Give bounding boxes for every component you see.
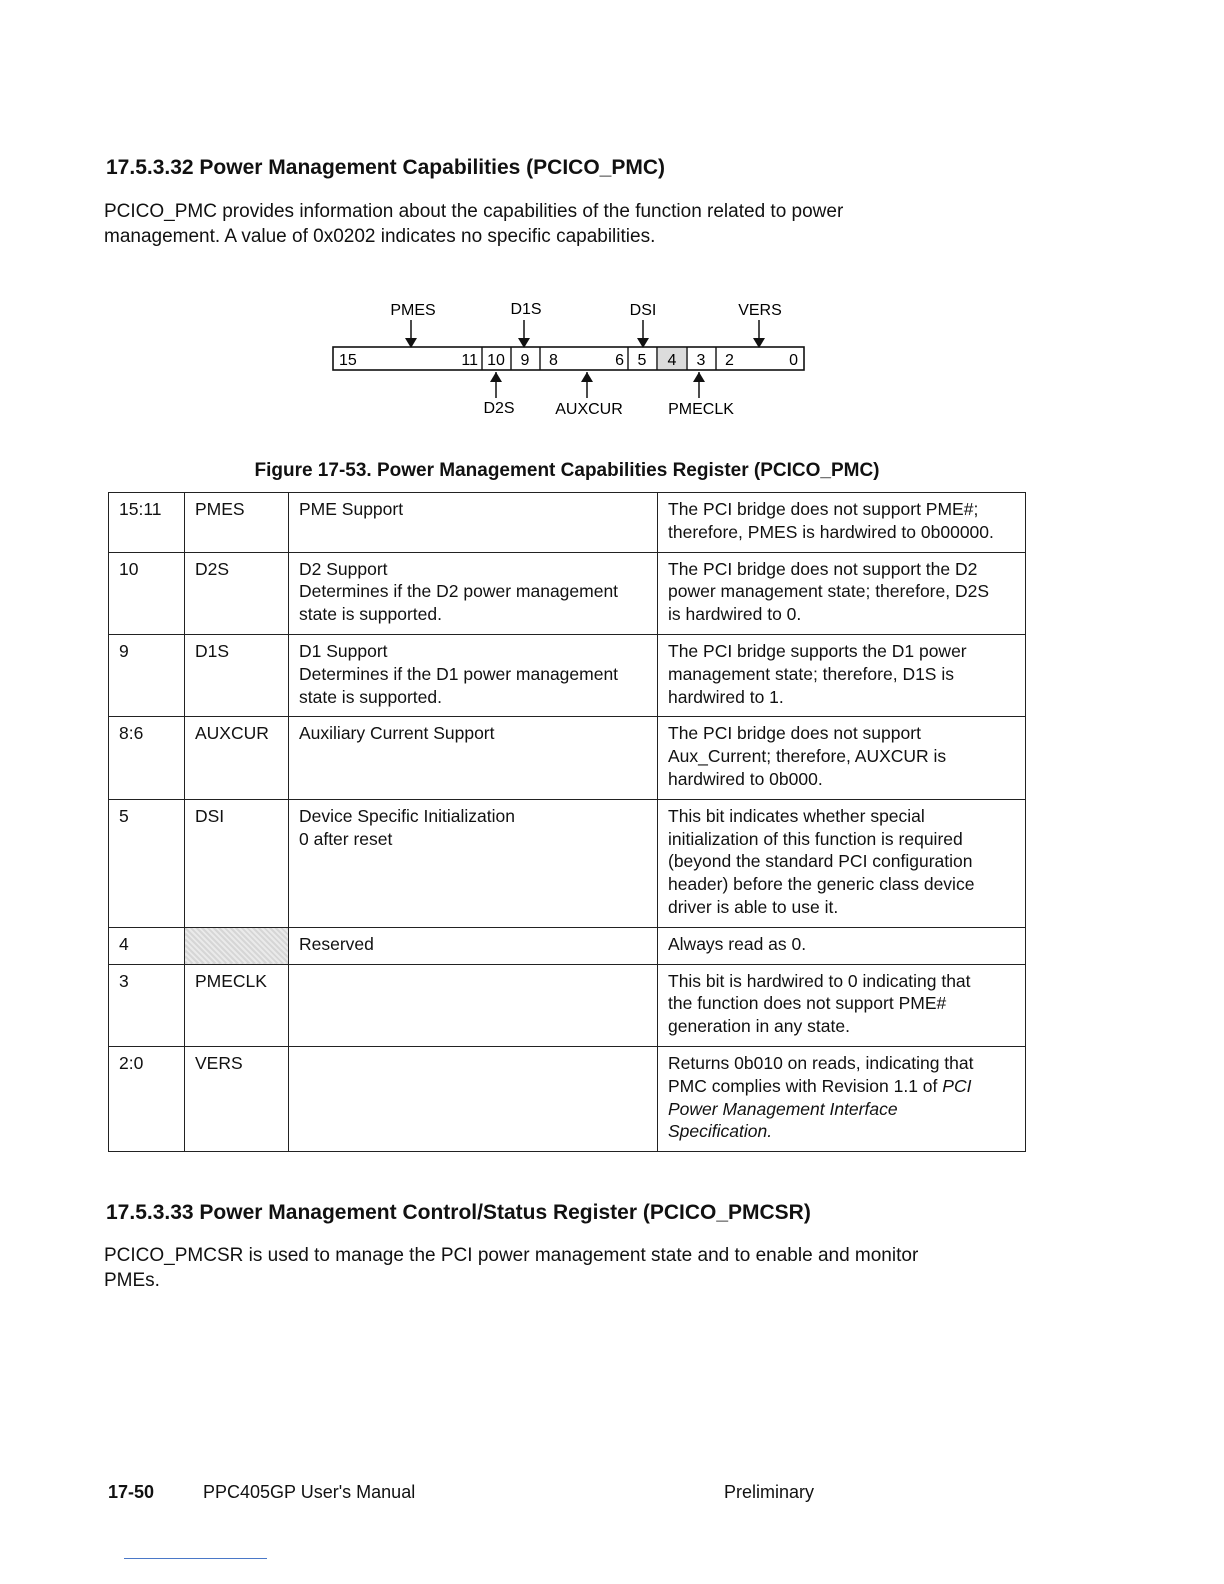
- notes-line: management state; therefore, D1S is: [668, 663, 954, 684]
- bit-number: 0: [789, 352, 798, 369]
- notes-line: power management state; therefore, D2S: [668, 581, 990, 602]
- bit-number: 4: [667, 352, 677, 369]
- label-d2s: D2S: [483, 400, 515, 417]
- notes-cell: [658, 552, 1026, 634]
- notes-italic-text: PCI: [942, 1075, 972, 1096]
- footer-link-underline: [124, 1558, 267, 1559]
- bit-number: 15: [339, 352, 357, 369]
- bit-number: 8: [549, 352, 558, 369]
- description-cell: [289, 552, 658, 634]
- notes-line: Always read as 0.: [668, 933, 807, 954]
- bits-cell: 8:6: [109, 717, 185, 799]
- description-cell: [289, 634, 658, 716]
- field-cell: AUXCUR: [185, 717, 289, 799]
- bits-cell: 10: [109, 552, 185, 634]
- notes-text: PMC complies with Revision 1.1 of: [668, 1075, 943, 1096]
- field-cell-reserved: [185, 927, 289, 964]
- intro-line: PMEs.: [104, 1270, 160, 1291]
- notes-cell: [658, 927, 1026, 964]
- bits-cell: 4: [109, 927, 185, 964]
- notes-line: initialization of this function is required: [668, 828, 963, 849]
- section-heading-pmc: 17.5.3.32 Power Management Capabilities (PCICO_PMC): [106, 156, 666, 179]
- field-cell: PMECLK: [185, 964, 289, 1046]
- bit-number: 9: [520, 352, 530, 369]
- notes-line: [668, 1075, 1015, 1098]
- bit-number: 2: [725, 352, 734, 369]
- notes-line: therefore, PMES is hardwired to 0b00000.: [668, 521, 994, 542]
- description-line: 0 after reset: [299, 828, 393, 849]
- field-cell: D2S: [185, 552, 289, 634]
- notes-cell: [658, 799, 1026, 927]
- description-line: Device Specific Initialization: [299, 805, 515, 826]
- register-field-table: [108, 492, 1026, 1152]
- description-cell: [289, 717, 658, 799]
- notes-line: The PCI bridge does not support the D2: [668, 558, 978, 579]
- description-line: Determines if the D2 power management: [299, 581, 619, 602]
- figure-caption: Figure 17-53. Power Management Capabilities Register (PCICO_PMC): [254, 460, 880, 481]
- arrowhead-d2s: [490, 372, 502, 382]
- description-cell: [289, 927, 658, 964]
- label-pmes: PMES: [390, 302, 436, 319]
- label-vers: VERS: [738, 302, 782, 319]
- bits-cell: 15:11: [109, 493, 185, 553]
- intro-line: PCICO_PMC provides information about the capabilities of the function related to power: [104, 201, 844, 222]
- description-line: Determines if the D1 power management: [299, 663, 619, 684]
- notes-line: hardwired to 1.: [668, 686, 784, 707]
- notes-line: the function does not support PME#: [668, 993, 947, 1014]
- bit-number: 10: [487, 352, 505, 369]
- notes-cell: [658, 717, 1026, 799]
- table-row: [109, 717, 1026, 799]
- label-dsi: DSI: [629, 302, 657, 319]
- intro-line: PCICO_PMCSR is used to manage the PCI power management state and to enable and monitor: [104, 1245, 919, 1266]
- intro-line: management. A value of 0x0202 indicates no specific capabilities.: [104, 226, 656, 247]
- description-cell: [289, 1046, 658, 1151]
- table-row: [109, 964, 1026, 1046]
- table-row: [109, 552, 1026, 634]
- notes-line: driver is able to use it.: [668, 896, 839, 917]
- notes-line: The PCI bridge supports the D1 power: [668, 640, 967, 661]
- description-line: D1 Support: [299, 640, 388, 661]
- description-line: Auxiliary Current Support: [299, 723, 495, 744]
- description-line: state is supported.: [299, 604, 442, 625]
- notes-line: Specification.: [668, 1121, 773, 1142]
- label-pmeclk: PMECLK: [668, 401, 734, 418]
- footer-status: Preliminary: [724, 1482, 815, 1502]
- footer-manual-title: PPC405GP User's Manual: [203, 1482, 416, 1502]
- notes-line: header) before the generic class device: [668, 874, 975, 895]
- notes-line: Power Management Interface: [668, 1098, 898, 1119]
- bits-cell: 9: [109, 634, 185, 716]
- section-intro-pmcsr: [104, 1243, 918, 1293]
- description-cell: [289, 493, 658, 553]
- bit-number: 3: [696, 352, 706, 369]
- description-cell: [289, 799, 658, 927]
- field-cell: PMES: [185, 493, 289, 553]
- table-row: [109, 927, 1026, 964]
- notes-cell: [658, 634, 1026, 716]
- description-cell: [289, 964, 658, 1046]
- notes-line: generation in any state.: [668, 1016, 850, 1037]
- field-cell: D1S: [185, 634, 289, 716]
- table-row: [109, 634, 1026, 716]
- register-diagram-svg: [0, 0, 1224, 440]
- description-line: Reserved: [299, 933, 374, 954]
- bit-number: 6: [615, 352, 624, 369]
- table-row: [109, 1046, 1026, 1151]
- arrowhead-auxcur: [581, 372, 593, 382]
- notes-line: is hardwired to 0.: [668, 604, 802, 625]
- arrowhead-pmeclk: [693, 372, 705, 382]
- table-row: [109, 799, 1026, 927]
- footer-page-number: 17-50: [108, 1482, 155, 1502]
- field-cell: VERS: [185, 1046, 289, 1151]
- description-line: state is supported.: [299, 686, 442, 707]
- bits-cell: 2:0: [109, 1046, 185, 1151]
- notes-line: (beyond the standard PCI configuration: [668, 851, 973, 872]
- notes-line: hardwired to 0b000.: [668, 768, 823, 789]
- field-cell: DSI: [185, 799, 289, 927]
- notes-line: The PCI bridge does not support PME#;: [668, 499, 979, 519]
- description-line: D2 Support: [299, 558, 388, 579]
- bits-cell: 5: [109, 799, 185, 927]
- notes-line: The PCI bridge does not support: [668, 723, 921, 744]
- bit-number: 11: [461, 352, 478, 369]
- description-line: PME Support: [299, 499, 404, 519]
- label-d1s: D1S: [510, 301, 542, 318]
- notes-line: Returns 0b010 on reads, indicating that: [668, 1052, 974, 1073]
- table-row: [109, 493, 1026, 553]
- notes-cell: [658, 964, 1026, 1046]
- notes-line: This bit is hardwired to 0 indicating that: [668, 970, 971, 991]
- label-auxcur: AUXCUR: [555, 401, 623, 418]
- bit-number: 5: [637, 352, 647, 369]
- notes-cell: [658, 493, 1026, 553]
- section-heading-pmcsr: 17.5.3.33 Power Management Control/Status Register (PCICO_PMCSR): [106, 1201, 811, 1224]
- bits-cell: 3: [109, 964, 185, 1046]
- notes-line: Aux_Current; therefore, AUXCUR is: [668, 746, 947, 767]
- notes-cell: [658, 1046, 1026, 1151]
- notes-line: This bit indicates whether special: [668, 805, 925, 826]
